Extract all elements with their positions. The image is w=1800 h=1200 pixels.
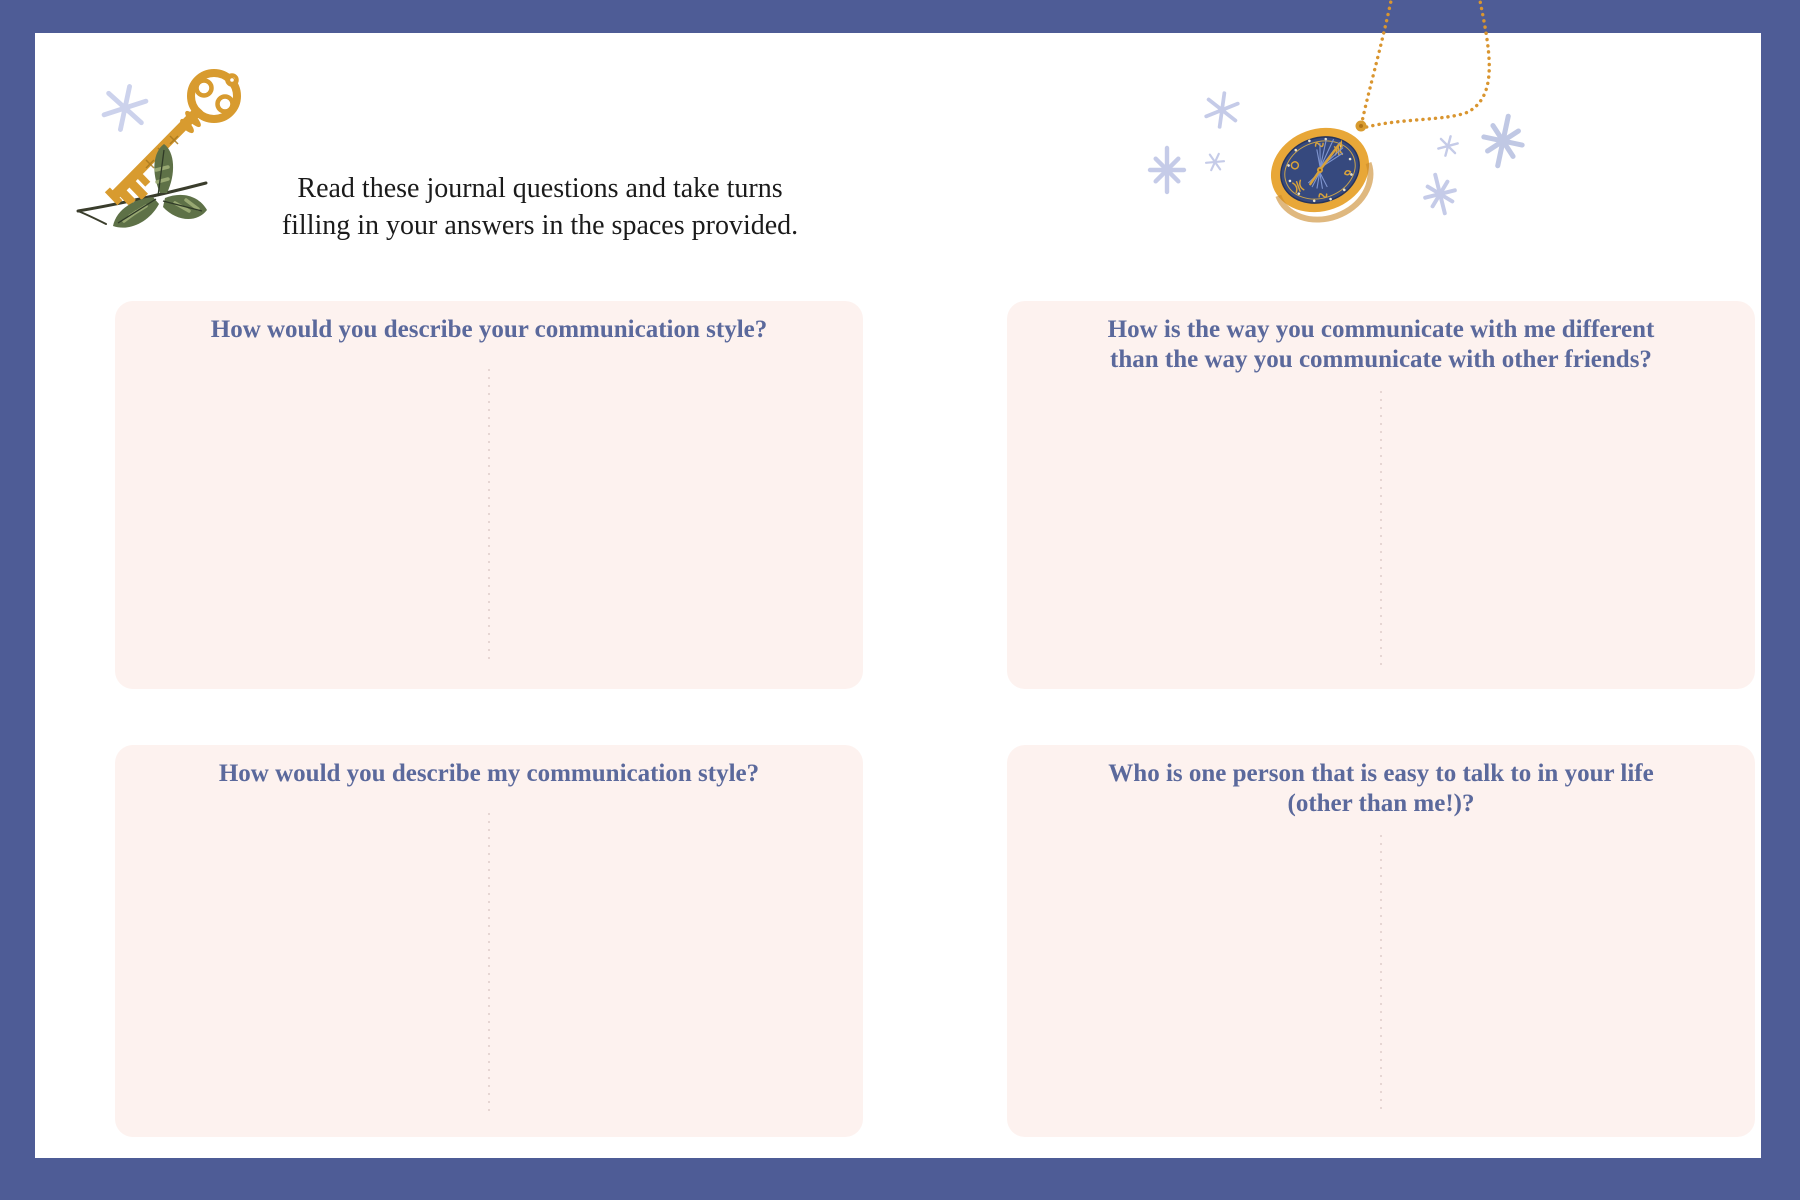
question-card-2	[1007, 301, 1755, 689]
instructions-line-2: filling in your answers in the spaces provided.	[281, 210, 799, 241]
answer-divider-dotted-line	[1380, 835, 1382, 1113]
question-2-title: How is the way you communicate with me different than the way you communicate with other friends?	[1107, 316, 1655, 373]
question-card-3	[115, 745, 863, 1137]
question-3-title: How would you describe my communication style?	[218, 760, 760, 787]
question-card-1	[115, 301, 863, 689]
question-card-4	[1007, 745, 1755, 1137]
answer-divider-dotted-line	[1380, 391, 1382, 665]
question-1-title: How would you describe your communication style?	[210, 316, 768, 343]
answer-divider-dotted-line	[488, 813, 490, 1113]
instructions-line-1: Read these journal questions and take turns	[297, 173, 783, 204]
question-4-title: Who is one person that is easy to talk to in your life (other than me!)?	[1108, 760, 1654, 817]
paper-sheet	[35, 33, 1761, 1158]
page-instructions	[260, 170, 820, 244]
answer-divider-dotted-line	[488, 369, 490, 665]
